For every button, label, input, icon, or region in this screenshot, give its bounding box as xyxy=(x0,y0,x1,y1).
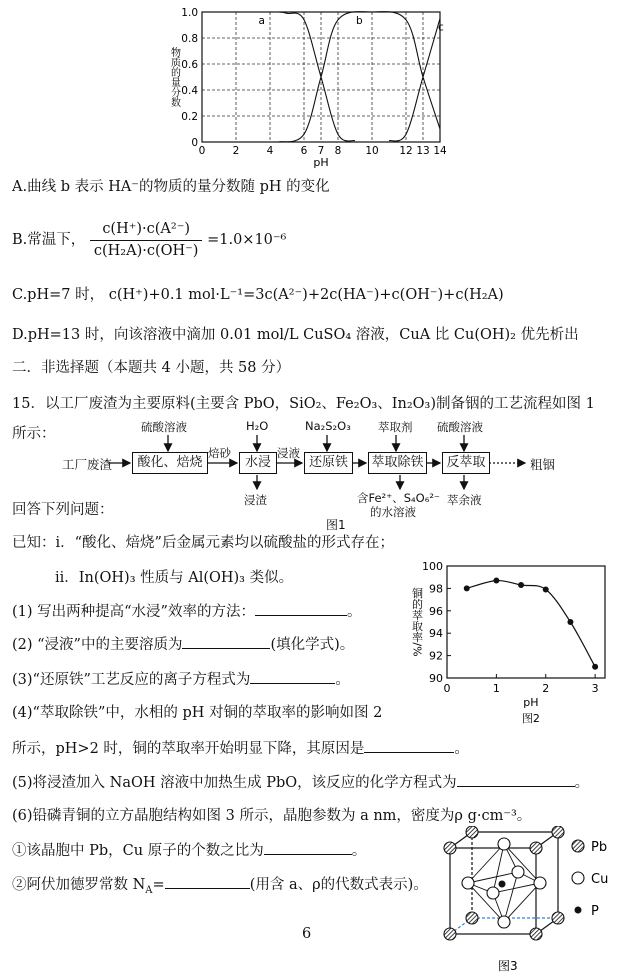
option-d: D.pH=13 时，向该溶液中滴加 0.01 mol/L CuSO₄ 溶液，CuA 比 Cu(OH)₂ 优先析出 xyxy=(12,327,579,343)
chart2-caption: 图2 xyxy=(521,712,540,725)
question-2-text: (2) “浸液”中的主要溶质为 xyxy=(12,637,183,653)
chart2-x-tick-label: 1 xyxy=(492,682,500,695)
chart1-y-tick-label: 0.8 xyxy=(181,33,198,45)
question-5-text: (5)将浸渣加入 NaOH 溶液中加热生成 PbO，该反应的化学方程式为 xyxy=(12,775,457,791)
flow-end: 粗铟 xyxy=(530,457,556,472)
question-4-text: 所示，pH>2 时，铜的萃取率开始明显下降，其原因是 xyxy=(12,741,365,757)
question-6-sub1-period: 。 xyxy=(351,843,367,859)
q15-intro-line2: 所示： xyxy=(12,426,56,442)
legend-p-label: P xyxy=(591,904,599,919)
crystal-cell-figure xyxy=(438,826,622,975)
question-3-blank[interactable] xyxy=(250,669,335,684)
flow-output-fe-solution-2: 的水溶液 xyxy=(370,505,416,519)
flow-input-water: H₂O xyxy=(246,419,269,433)
chart2-y-tick-label: 100 xyxy=(422,560,443,573)
chart1-x-tick-label: 7 xyxy=(317,145,325,157)
question-3 xyxy=(12,669,350,690)
section-header: 二．非选择题（本题共 4 小题，共 58 分） xyxy=(12,360,291,376)
option-b-prefix: B.常温下， xyxy=(12,232,86,248)
question-3-period: 。 xyxy=(335,672,350,688)
page-number: 6 xyxy=(302,926,312,942)
legend-cu-label: Cu xyxy=(591,872,609,887)
chart2-y-tick-label: 98 xyxy=(429,582,443,596)
option-b xyxy=(12,216,286,264)
flow-output-raffinate: 萃余液 xyxy=(447,493,482,507)
question-3-text: (3)“还原铁”工艺反应的离子方程式为 xyxy=(12,672,251,688)
question-6-sub2-equals: = xyxy=(152,877,165,893)
question-4-line1: (4)“萃取除铁”中，水相的 pH 对铜的萃取率的影响如图 2 xyxy=(12,705,383,721)
flow-output-residue: 浸渣 xyxy=(244,493,267,507)
chart1-curve-c xyxy=(389,19,440,142)
flow-start: 工厂废渣 xyxy=(62,457,113,472)
chart1-y-tick-label: 0 xyxy=(191,137,198,149)
flow-input-sulfuric-acid-2: 硫酸溶液 xyxy=(437,420,483,434)
question-5 xyxy=(12,772,589,793)
chart1-x-tick-label: 6 xyxy=(300,145,308,157)
question-5-period: 。 xyxy=(574,775,590,791)
flow-input-sulfuric-acid-1: 硫酸溶液 xyxy=(141,420,187,434)
question-5-blank[interactable] xyxy=(457,772,575,787)
option-b-numerator: c(H⁺)·c(A²⁻) xyxy=(90,220,203,241)
flow-label-leachate: 浸液 xyxy=(277,446,300,460)
chart2-y-tick-label: 96 xyxy=(429,604,443,618)
question-6-sub2-text: ②阿伏加德罗常数 N xyxy=(12,877,146,893)
known-condition-1: 已知：i．“酸化、焙烧”后金属元素均以硫酸盐的形式存在； xyxy=(12,535,394,551)
chart1-curve-label-b: b xyxy=(356,15,363,27)
chart2-data-point xyxy=(518,582,524,588)
question-1-blank[interactable] xyxy=(255,601,347,616)
answer-prompt: 回答下列问题： xyxy=(12,502,114,518)
flow-input-extractant: 萃取剂 xyxy=(378,420,413,434)
question-6-sub2-subscript: A xyxy=(145,884,153,896)
chart2-line xyxy=(467,581,595,667)
chart1-y-tick-label: 1.0 xyxy=(181,7,198,19)
legend-p-marker xyxy=(575,907,582,914)
chart2-data-point xyxy=(543,587,549,593)
chart1-x-tick-label: 0 xyxy=(198,145,206,157)
question-6-sub1-text: ①该晶胞中 Pb，Cu 原子的个数之比为 xyxy=(12,843,264,859)
chart2-x-tick-label: 2 xyxy=(542,682,550,695)
flow-output-fe-solution-1: 含Fe²⁺、S₄O₆²⁻ xyxy=(357,491,440,505)
chart1-y-tick-label: 0.4 xyxy=(181,85,198,97)
chart2-y-tick-label: 90 xyxy=(429,672,443,685)
question-6-sub2 xyxy=(12,874,428,901)
option-c: C.pH=7 时， c(H⁺)+0.1 mol·L⁻¹=3c(A²⁻)+2c(HA⁻)+c(OH⁻)+c(H₂A) xyxy=(12,287,504,303)
question-2 xyxy=(12,634,354,655)
chart1-x-tick-label: 13 xyxy=(416,145,430,157)
question-1-period: 。 xyxy=(346,604,362,620)
chart1-x-tick-label: 12 xyxy=(399,145,413,157)
known-condition-2: ii．In(OH)₃ 性质与 Al(OH)₃ 类似。 xyxy=(55,570,294,586)
flow-label-calcine: 焙砂 xyxy=(208,446,231,460)
chart2-y-tick-label: 94 xyxy=(429,627,443,641)
chart2-y-tick-label: 92 xyxy=(429,649,443,663)
question-4-line2 xyxy=(12,738,469,759)
chart1-curve-b xyxy=(279,12,441,142)
question-6-sub1-blank[interactable] xyxy=(264,840,352,855)
chart1-y-tick-label: 0.2 xyxy=(181,111,198,123)
chart1-x-tick-label: 2 xyxy=(232,145,240,157)
question-2-suffix: (填化学式)。 xyxy=(270,637,355,653)
question-6-sub2-suffix: (用含 a、ρ的代数式表示)。 xyxy=(249,877,428,893)
flow-input-thiosulfate: Na₂S₂O₃ xyxy=(305,419,351,433)
chart2-x-tick-label: 3 xyxy=(591,682,599,695)
option-b-fraction xyxy=(90,220,203,261)
chart1-x-tick-label: 4 xyxy=(266,145,274,157)
q15-intro-line1: 15．以工厂废渣为主要原料(主要含 PbO，SiO₂、Fe₂O₃、In₂O₃)制备铟的工艺流程如图 1 xyxy=(12,396,595,412)
question-6-sub1 xyxy=(12,840,366,861)
chart1-curve-label-a: a xyxy=(258,15,265,27)
option-b-suffix: =1.0×10⁻⁶ xyxy=(207,232,287,248)
chart1-x-tick-label: 10 xyxy=(365,145,379,157)
p-atom xyxy=(499,881,506,888)
question-1 xyxy=(12,601,361,622)
question-4-period: 。 xyxy=(454,741,469,757)
figure1-caption: 图1 xyxy=(326,518,346,532)
legend-cu-marker xyxy=(572,872,584,884)
chart1-curve-label-c: c xyxy=(438,21,444,34)
flow-box-back-extract: 反萃取 xyxy=(442,452,490,474)
question-4-blank[interactable] xyxy=(364,738,454,753)
chart2-data-point xyxy=(567,619,573,625)
chart2-data-point xyxy=(464,585,470,591)
question-2-blank[interactable] xyxy=(182,634,270,649)
chart1-x-tick-label: 8 xyxy=(334,145,342,157)
option-a: A.曲线 b 表示 HA⁻的物质的量分数随 pH 的变化 xyxy=(12,179,330,195)
chart1-curve-a xyxy=(279,12,356,141)
question-6: (6)铅磷青铜的立方晶胞结构如图 3 所示，晶胞参数为 a nm，密度为ρ g·cm⁻³。 xyxy=(12,808,532,824)
figure3-caption: 图3 xyxy=(498,959,518,973)
chart2-data-point xyxy=(493,578,499,584)
chart2-x-tick-label: 0 xyxy=(443,682,451,695)
distribution-chart xyxy=(160,0,460,170)
flow-box-extract-iron: 萃取除铁 xyxy=(368,452,427,474)
extraction-rate-chart xyxy=(405,558,615,726)
chart2-y-label: 铜的萃取率/% xyxy=(410,587,424,657)
chart2-data-point xyxy=(592,664,598,670)
question-1-text: (1) 写出两种提高“水浸”效率的方法： xyxy=(12,604,255,620)
chart1-x-label: pH xyxy=(313,156,329,169)
legend-pb-marker xyxy=(572,840,584,852)
legend-pb-label: Pb xyxy=(591,840,608,855)
flow-box-acidify-roast: 酸化、焙烧 xyxy=(132,452,208,474)
chart2-plot-frame xyxy=(447,566,605,678)
chart1-x-tick-label: 14 xyxy=(433,145,447,157)
question-6-sub2-blank[interactable] xyxy=(165,874,250,889)
flow-box-reduce-iron: 还原铁 xyxy=(304,452,353,474)
chart1-y-label: 物质的量分数 xyxy=(168,47,180,107)
flow-box-water-leach: 水浸 xyxy=(239,452,277,474)
chart2-x-label: pH xyxy=(523,696,539,709)
option-b-denominator: c(H₂A)·c(OH⁻) xyxy=(93,242,199,259)
chart1-y-tick-label: 0.6 xyxy=(181,59,198,71)
